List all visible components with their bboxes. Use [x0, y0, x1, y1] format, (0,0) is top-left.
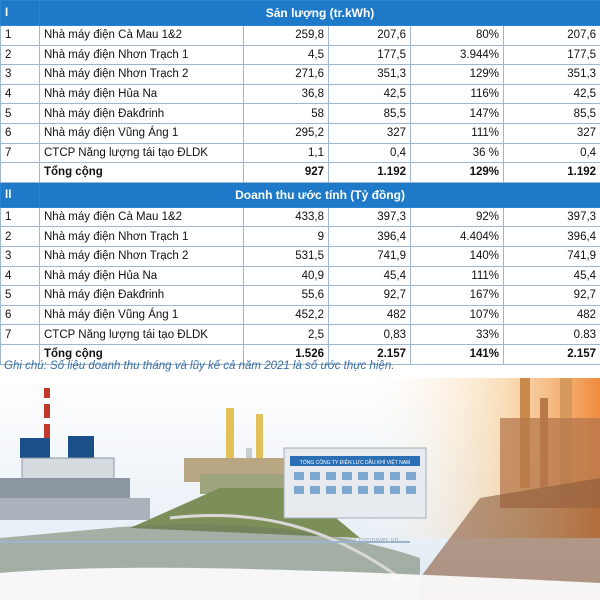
value-col-2: 92,7 [329, 286, 411, 306]
total-percent: 129% [411, 163, 504, 183]
percent-col: 3.944% [411, 45, 504, 65]
plant-name: Nhà máy điện Nhơn Trạch 1 [40, 227, 244, 247]
table-row [1, 123, 600, 143]
footer-url: www.pvpower.vn [340, 537, 400, 544]
row-number: 7 [1, 325, 40, 345]
table-row [1, 26, 600, 46]
value-col-2: 85,5 [329, 104, 411, 124]
value-col-2: 45,4 [329, 266, 411, 286]
value-col-4: 397,3 [504, 207, 600, 227]
percent-col: 167% [411, 286, 504, 306]
percent-col: 107% [411, 305, 504, 325]
value-col-1: 4,5 [244, 45, 329, 65]
percent-col: 92% [411, 207, 504, 227]
total-value-1: 1.526 [244, 344, 329, 364]
table-row [1, 227, 600, 247]
value-col-2: 177,5 [329, 45, 411, 65]
building-sign: TỔNG CÔNG TY ĐIỆN LỰC DẦU KHÍ VIỆT NAM [299, 460, 411, 466]
value-col-4: 482 [504, 305, 600, 325]
value-col-1: 259,8 [244, 26, 329, 46]
table-row [1, 84, 600, 104]
table-row [1, 45, 600, 65]
value-col-1: 433,8 [244, 207, 329, 227]
percent-col: 4.404% [411, 227, 504, 247]
table-row [1, 207, 600, 227]
value-col-2: 0,83 [329, 325, 411, 345]
table-row [1, 266, 600, 286]
value-col-1: 58 [244, 104, 329, 124]
total-label: Tổng cộng [40, 344, 244, 364]
percent-col: 111% [411, 123, 504, 143]
plant-name: Nhà máy điện Cà Mau 1&2 [40, 207, 244, 227]
table-row [1, 325, 600, 345]
plant-name: Nhà máy điện Hủa Na [40, 266, 244, 286]
value-col-4: 177,5 [504, 45, 600, 65]
percent-col: 80% [411, 26, 504, 46]
plant-name: CTCP Năng lượng tái tạo ĐLDK [40, 143, 244, 163]
total-value-2: 1.192 [329, 163, 411, 183]
value-col-1: 40,9 [244, 266, 329, 286]
section-header [1, 182, 600, 207]
total-value-4: 2.157 [504, 344, 600, 364]
plant-name: Nhà máy điện Hủa Na [40, 84, 244, 104]
footnote: Ghi chú: Số liệu doanh thu tháng và lũy kế cả năm 2021 là số ước thực hiện. [4, 360, 395, 372]
total-value-4: 1.192 [504, 163, 600, 183]
section-title: Sản lượng (tr.kWh) [40, 1, 600, 26]
row-number: 6 [1, 123, 40, 143]
percent-col: 36 % [411, 143, 504, 163]
row-number: 5 [1, 104, 40, 124]
value-col-1: 2,5 [244, 325, 329, 345]
plant-name: Nhà máy điện Cà Mau 1&2 [40, 26, 244, 46]
value-col-1: 9 [244, 227, 329, 247]
section-title: Doanh thu ước tính (Tỷ đồng) [40, 182, 600, 207]
value-col-4: 327 [504, 123, 600, 143]
total-percent: 141% [411, 344, 504, 364]
total-label: Tổng cộng [40, 163, 244, 183]
total-empty-cell [1, 163, 40, 183]
plant-name: Nhà máy điện Vũng Áng 1 [40, 305, 244, 325]
value-col-2: 0,4 [329, 143, 411, 163]
value-col-4: 0,4 [504, 143, 600, 163]
value-col-2: 327 [329, 123, 411, 143]
table-row [1, 143, 600, 163]
table-row [1, 286, 600, 306]
row-number: 7 [1, 143, 40, 163]
plant-name: Nhà máy điện Nhơn Trạch 2 [40, 65, 244, 85]
row-number: 1 [1, 207, 40, 227]
value-col-4: 207,6 [504, 26, 600, 46]
plant-name: Nhà máy điện Nhơn Trạch 2 [40, 246, 244, 266]
percent-col: 147% [411, 104, 504, 124]
row-number: 4 [1, 266, 40, 286]
percent-col: 116% [411, 84, 504, 104]
value-col-1: 55,6 [244, 286, 329, 306]
plant-name: Nhà máy điện Nhơn Trạch 1 [40, 45, 244, 65]
row-number: 1 [1, 26, 40, 46]
value-col-1: 452,2 [244, 305, 329, 325]
value-col-2: 42,5 [329, 84, 411, 104]
percent-col: 129% [411, 65, 504, 85]
table-row [1, 65, 600, 85]
value-col-4: 396,4 [504, 227, 600, 247]
row-number: 3 [1, 246, 40, 266]
total-value-2: 2.157 [329, 344, 411, 364]
value-col-2: 351,3 [329, 65, 411, 85]
total-row [1, 163, 600, 183]
value-col-1: 531,5 [244, 246, 329, 266]
value-col-4: 92,7 [504, 286, 600, 306]
percent-col: 111% [411, 266, 504, 286]
plant-name: CTCP Năng lượng tái tạo ĐLDK [40, 325, 244, 345]
section-index: I [1, 1, 40, 26]
value-col-1: 295,2 [244, 123, 329, 143]
section-header [1, 1, 600, 26]
power-plant-illustration [0, 378, 600, 600]
total-value-1: 927 [244, 163, 329, 183]
row-number: 2 [1, 227, 40, 247]
power-plant-scene-svg [0, 378, 600, 600]
section-index: II [1, 182, 40, 207]
value-col-2: 207,6 [329, 26, 411, 46]
percent-col: 33% [411, 325, 504, 345]
value-col-2: 397,3 [329, 207, 411, 227]
value-col-2: 741,9 [329, 246, 411, 266]
table-row [1, 305, 600, 325]
row-number: 3 [1, 65, 40, 85]
row-number: 4 [1, 84, 40, 104]
percent-col: 140% [411, 246, 504, 266]
plant-name: Nhà máy điện Đakđrinh [40, 104, 244, 124]
value-col-1: 1,1 [244, 143, 329, 163]
row-number: 5 [1, 286, 40, 306]
table-body [1, 1, 600, 365]
value-col-4: 0.83 [504, 325, 600, 345]
value-col-1: 271,6 [244, 65, 329, 85]
row-number: 2 [1, 45, 40, 65]
table-row [1, 104, 600, 124]
pv-power-headquarters [284, 448, 426, 518]
value-col-4: 351,3 [504, 65, 600, 85]
value-col-2: 396,4 [329, 227, 411, 247]
value-col-2: 482 [329, 305, 411, 325]
plant-name: Nhà máy điện Đakđrinh [40, 286, 244, 306]
value-col-1: 36,8 [244, 84, 329, 104]
table-row [1, 246, 600, 266]
value-col-4: 45,4 [504, 266, 600, 286]
plant-name: Nhà máy điện Vũng Áng 1 [40, 123, 244, 143]
value-col-4: 85,5 [504, 104, 600, 124]
value-col-4: 42,5 [504, 84, 600, 104]
row-number: 6 [1, 305, 40, 325]
value-col-4: 741,9 [504, 246, 600, 266]
